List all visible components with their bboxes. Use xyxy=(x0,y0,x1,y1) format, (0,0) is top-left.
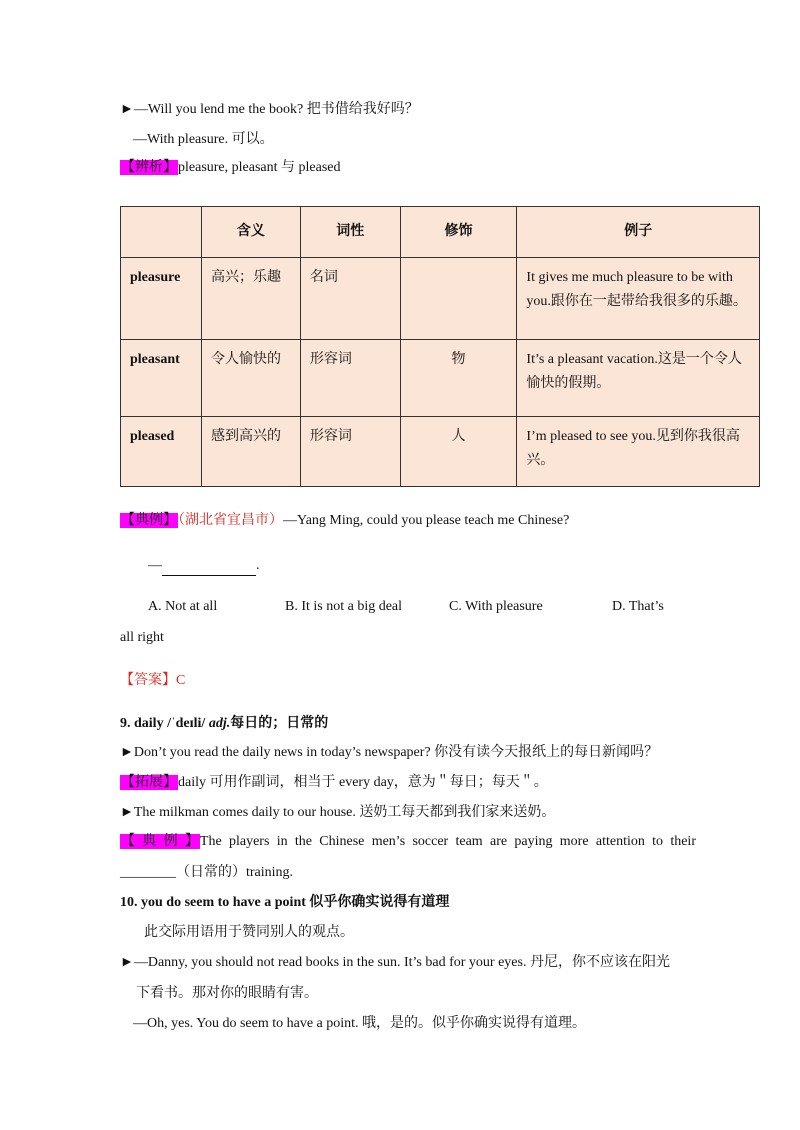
answer-line xyxy=(120,672,185,690)
analysis-line xyxy=(120,159,341,177)
table-cell-pos: 名词 xyxy=(300,258,400,340)
answer-tag: 【答案】 xyxy=(120,673,176,688)
answer-blank xyxy=(162,557,256,576)
table-header xyxy=(121,207,202,258)
item9-heading: 9. daily /ˈdeɪli/ adj.每日的；日常的 xyxy=(120,716,329,731)
item9-expand-line xyxy=(120,774,548,792)
item10-heading: 10. you do seem to have a point 似乎你确实说得有道理 xyxy=(120,895,450,910)
comparison-table xyxy=(120,206,760,487)
table-cell-pos: 形容词 xyxy=(300,417,400,487)
item9-sentence-2: ►The milkman comes daily to our house. 送奶工每天都到我们家来送奶。 xyxy=(120,805,556,820)
table-cell-example: It gives me much pleasure to be with you.跟你在一起带给我很多的乐趣。 xyxy=(517,258,760,340)
item9-sentence: ►Don’t you read the daily news in today’s newspaper? 你没有读今天报纸上的每日新闻吗？ xyxy=(120,745,659,760)
table-row xyxy=(121,340,760,417)
table-cell-meaning: 高兴；乐趣 xyxy=(201,258,300,340)
option-d: D. That’s xyxy=(612,599,664,614)
example-tag: 【 典 例 】 xyxy=(121,834,199,849)
table-header: 含义 xyxy=(201,207,300,258)
answer-value: C xyxy=(176,673,186,688)
table-cell-meaning: 令人愉快的 xyxy=(201,340,300,417)
table-cell-example: I’m pleased to see you.见到你我很高兴。 xyxy=(517,417,760,487)
item9-example-cont: ________（日常的）training. xyxy=(120,865,294,880)
option-c: C. With pleasure xyxy=(449,599,543,614)
example1-question-line xyxy=(120,512,569,530)
expand-tag: 【拓展】 xyxy=(121,775,177,790)
table-cell-meaning: 感到高兴的 xyxy=(201,417,300,487)
intro-line-1: ►—Will you lend me the book? 把书借给我好吗？ xyxy=(120,102,419,117)
table-cell-example: It’s a pleasant vacation.这是一个令人愉快的假期。 xyxy=(517,340,760,417)
table-header: 例子 xyxy=(517,207,760,258)
item10-line-2: —Oh, yes. You do seem to have a point. 哦，是的。似乎你确实说得有道理。 xyxy=(133,1016,587,1031)
example-source: （湖北省宜昌市） xyxy=(178,513,283,528)
table-row xyxy=(121,417,760,487)
item10-note: 此交际用语用于赞同别人的观点。 xyxy=(144,925,354,940)
expand-text: daily 可用作副词，相当于 every day，意为＂每日；每天＂。 xyxy=(178,775,548,790)
option-a: A. Not at all xyxy=(148,599,218,614)
table-cell-modifies xyxy=(400,258,517,340)
table-cell-modifies: 物 xyxy=(400,340,517,417)
analysis-text: pleasure, pleasant 与 pleased xyxy=(178,160,341,175)
item9-example-text: The players in the Chinese men’s soccer team are paying more attention to their xyxy=(199,834,696,849)
item9-blank: ________ xyxy=(120,865,176,880)
table-header-row xyxy=(121,207,760,258)
example-question: —Yang Ming, could you please teach me Chinese? xyxy=(283,513,570,528)
item10-line-1: ►—Danny, you should not read books in the sun. It’s bad for your eyes. 丹尼，你不应该在阳光 xyxy=(120,955,670,970)
table-cell-modifies: 人 xyxy=(400,417,517,487)
item9-example-line xyxy=(120,833,696,851)
table-cell-word: pleasant xyxy=(121,340,202,417)
table-header: 词性 xyxy=(300,207,400,258)
option-b: B. It is not a big deal xyxy=(285,599,403,614)
table-row xyxy=(121,258,760,340)
analysis-tag: 【辨析】 xyxy=(121,160,177,175)
table-cell-pos: 形容词 xyxy=(300,340,400,417)
option-d-overflow: all right xyxy=(120,630,164,645)
item10-line-1b: 下看书。那对你的眼睛有害。 xyxy=(136,986,318,1001)
example-tag: 【典例】 xyxy=(121,513,177,528)
example1-answer-blank: — . xyxy=(148,557,260,576)
table-cell-word: pleased xyxy=(121,417,202,487)
table-header: 修饰 xyxy=(400,207,517,258)
table-cell-word: pleasure xyxy=(121,258,202,340)
intro-line-2: —With pleasure. 可以。 xyxy=(133,132,274,147)
